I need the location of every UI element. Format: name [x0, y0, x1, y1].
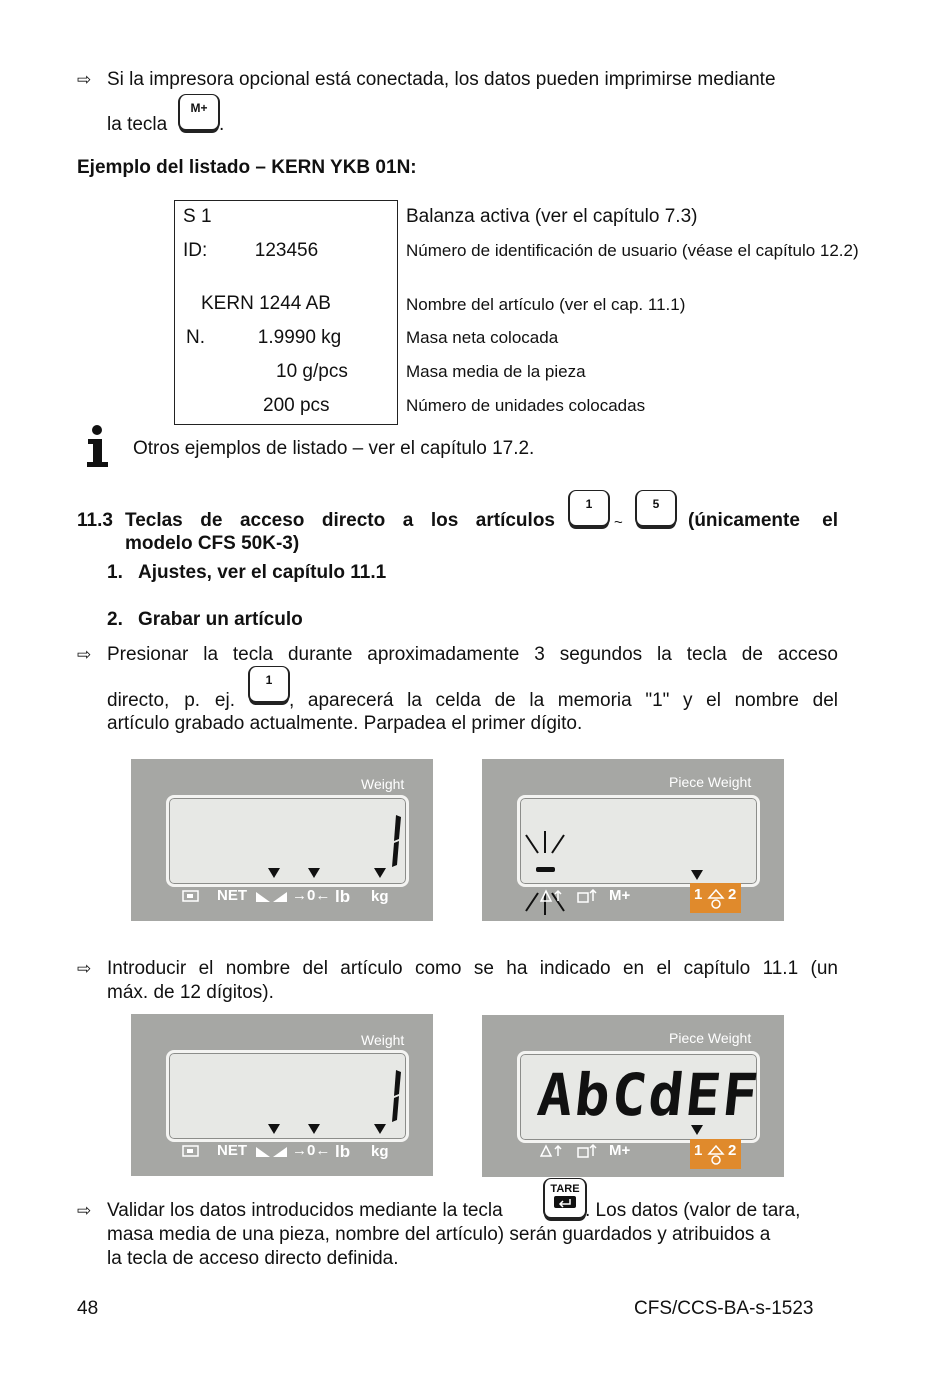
memory-indicator [690, 883, 741, 913]
arrow-bullet-icon: ⇨ [77, 70, 92, 89]
example-heading: Ejemplo del listado – KERN YKB 01N: [77, 157, 417, 178]
step-number: 1. [107, 562, 123, 583]
accumulate-icon [540, 889, 564, 903]
step-number: 2. [107, 609, 123, 630]
memory-cell-2: 2 [728, 886, 737, 903]
piece-weight-label: Piece Weight [669, 774, 752, 790]
scale-icon [706, 1144, 726, 1166]
piece-display-panel [482, 1015, 784, 1177]
listing-row-left: KERN 1244 AB [201, 293, 331, 314]
listing-row-desc: Número de unidades colocadas [406, 396, 646, 415]
memory-indicator [690, 1139, 741, 1169]
section-number: 11.3 [77, 510, 113, 531]
memory-cell-1: 1 [694, 1142, 703, 1159]
bullet1-line3: artículo grabado actualmente. Parpadea el primer dígito. [107, 713, 583, 734]
tare-key-icon: TARE [543, 1178, 587, 1219]
piece-weight-label: Piece Weight [669, 1030, 752, 1046]
indicator-triangle-icon [308, 1124, 320, 1134]
bullet1-line1: Presionar la tecla durante aproximadamente 3 segundos la tecla de acceso [107, 644, 838, 665]
section-title-part1: Teclas de acceso directo a los artículos [125, 510, 555, 531]
bullet3-line1b: . Los datos (valor de tara, [585, 1200, 801, 1221]
zero-indicator: →0← [292, 887, 331, 904]
key-5-icon: 5 [635, 490, 677, 527]
indicator-triangle-icon [268, 868, 280, 878]
net-indicator: NET [217, 887, 247, 904]
memory-cell-1: 1 [694, 886, 703, 903]
info-note: Otros ejemplos de listado – ver el capítulo 17.2. [133, 438, 535, 459]
bullet3-line1a: Validar los datos introducidos mediante la tecla [107, 1200, 503, 1221]
weight-lcd [166, 795, 409, 887]
listing-row-left: 10 g/pcs [276, 361, 348, 382]
memory-cell-2: 2 [728, 1142, 737, 1159]
listing-row-left: N. 1.9990 kg [186, 327, 342, 348]
page-number: 48 [77, 1298, 99, 1319]
piece-up-icon [577, 888, 599, 903]
section-tilde: ~ [614, 514, 623, 531]
arrow-bullet-icon: ⇨ [77, 1201, 92, 1220]
weight-digit [389, 1068, 403, 1124]
listing-row-desc: Nombre del artículo (ver el cap. 11.1) [406, 295, 686, 314]
bullet3-line2: masa media de una pieza, nombre del artículo) serán guardados y atribuidos a [107, 1224, 771, 1245]
enter-arrow-icon [554, 1196, 576, 1208]
blinking-digit-icon [520, 829, 570, 917]
zero-indicator: →0← [292, 1142, 331, 1159]
unit-kg: kg [371, 888, 389, 905]
weight-lcd [166, 1050, 409, 1142]
weight-display-panel [131, 759, 433, 921]
unit-lb: lb [335, 887, 351, 906]
arrow-bullet-icon: ⇨ [77, 645, 92, 664]
bullet2-line2: máx. de 12 dígitos). [107, 982, 274, 1003]
listing-row-desc: Balanza activa (ver el capítulo 7.3) [406, 206, 698, 227]
net-indicator: NET [217, 1142, 247, 1159]
listing-row-desc: Número de identificación de usuario (véase el capítulo 12.2) [406, 241, 859, 260]
intro-line-2-end: . [219, 114, 225, 135]
article-name-display: AbCdEF [534, 1061, 764, 1129]
section-title-line2: modelo CFS 50K-3) [125, 533, 300, 554]
stability-icon [256, 1145, 288, 1157]
battery-icon [182, 1145, 200, 1157]
listing-row-desc: Masa media de la pieza [406, 362, 586, 381]
document-code: CFS/CCS-BA-s-1523 [634, 1298, 814, 1319]
stability-icon [256, 890, 288, 902]
bullet1-line2b: , aparecerá la celda de la memoria "1" y el nombre del [289, 690, 838, 711]
step-text: Grabar un artículo [138, 609, 303, 630]
m-plus-indicator: M+ [609, 1142, 631, 1159]
listing-row-left: 200 pcs [263, 395, 330, 416]
m-plus-key-icon: M+ [178, 94, 220, 131]
weight-digit [389, 813, 403, 869]
section-title-part2: (únicamente el [688, 510, 838, 531]
key-1-icon: 1 [568, 490, 610, 527]
intro-line-2: la tecla [107, 114, 168, 135]
indicator-triangle-icon [308, 868, 320, 878]
m-plus-indicator: M+ [609, 887, 631, 904]
weight-label: Weight [361, 776, 405, 792]
piece-lcd [517, 1051, 764, 1143]
listing-row-left: ID: 123456 [183, 240, 319, 261]
indicator-triangle-icon [268, 1124, 280, 1134]
arrow-bullet-icon: ⇨ [77, 959, 92, 978]
key-1-icon: 1 [248, 666, 290, 703]
info-icon [84, 424, 112, 468]
weight-label: Weight [361, 1032, 405, 1048]
battery-icon [182, 890, 200, 902]
bullet3-line3: la tecla de acceso directo definida. [107, 1248, 399, 1269]
indicator-triangle-icon [691, 1125, 703, 1135]
unit-kg: kg [371, 1143, 389, 1160]
accumulate-icon [540, 1144, 564, 1158]
unit-lb: lb [335, 1142, 351, 1161]
listing-row-desc: Masa neta colocada [406, 328, 559, 347]
indicator-triangle-icon [374, 1124, 386, 1134]
indicator-triangle-icon [374, 868, 386, 878]
piece-display-panel [482, 759, 784, 921]
intro-line-1: Si la impresora opcional está conectada, los datos pueden imprimirse mediante [107, 69, 776, 90]
bullet2-line1: Introducir el nombre del artículo como se ha indicado en el capítulo 11.1 (un [107, 958, 838, 979]
scale-icon [706, 888, 726, 910]
weight-display-panel [131, 1014, 433, 1176]
step-text: Ajustes, ver el capítulo 11.1 [138, 562, 387, 583]
listing-row-left: S 1 [183, 206, 212, 227]
indicator-triangle-icon [691, 870, 703, 880]
bullet1-line2a: directo, p. ej. [107, 690, 235, 711]
piece-up-icon [577, 1143, 599, 1158]
